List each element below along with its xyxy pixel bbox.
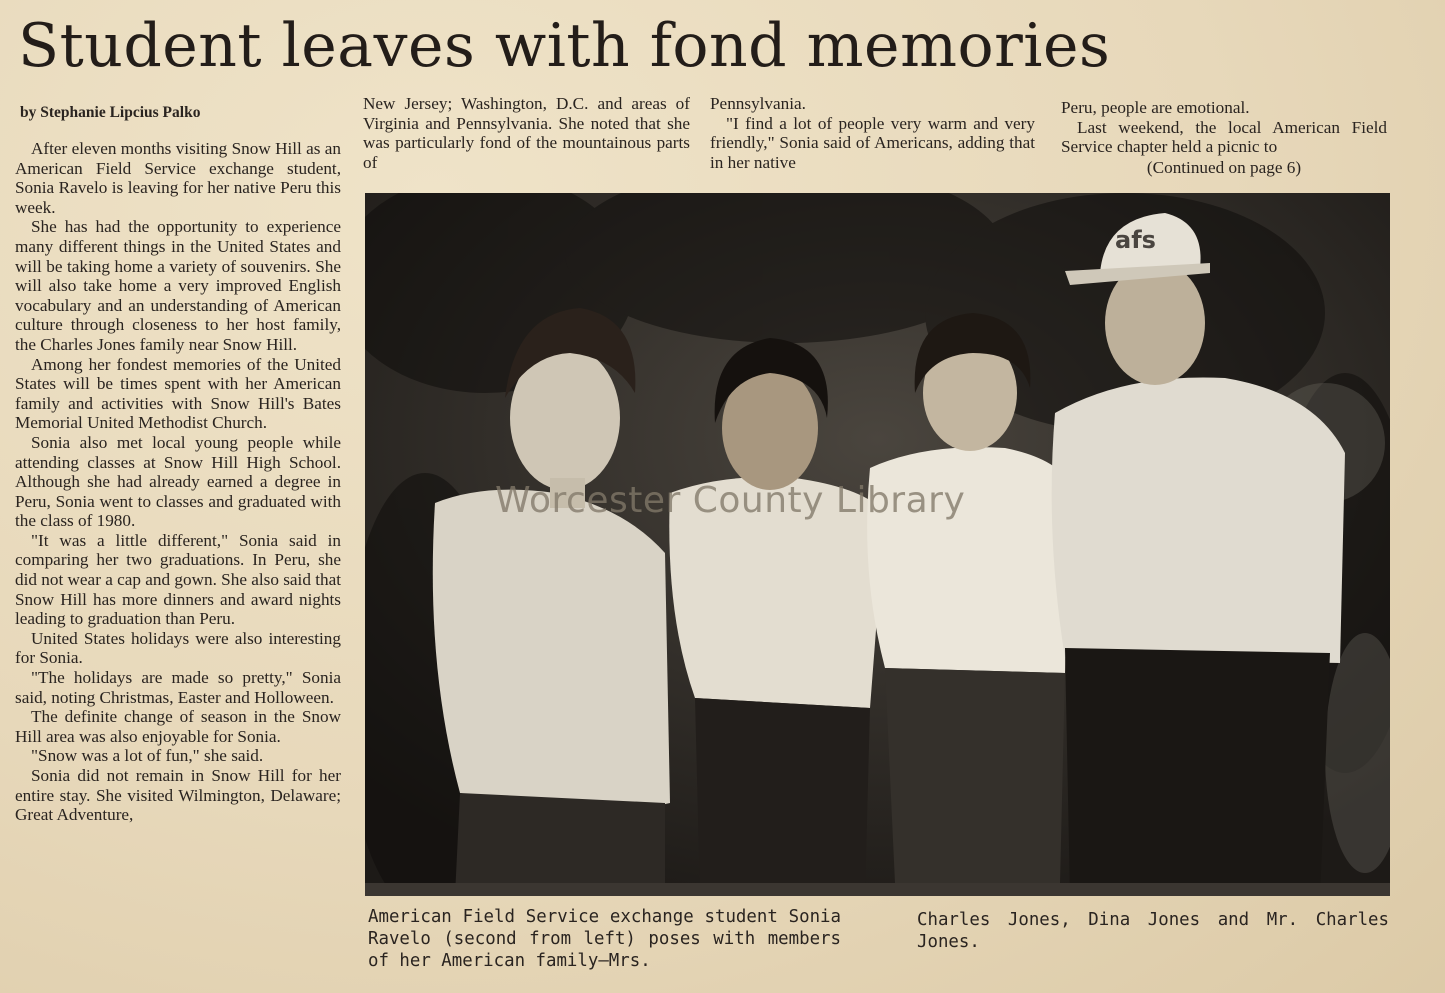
paragraph: "I find a lot of people very warm and very friendly," Sonia said of Americans, adding that in her native [710, 113, 1035, 172]
paragraph: "The holidays are made so pretty," Sonia said, noting Christmas, Easter and Holloween. [15, 668, 341, 707]
paragraph: Sonia did not remain in Snow Hill for her entire stay. She visited Wilmington, Delaware; Great Adventure, [15, 766, 341, 825]
paragraph: "It was a little different," Sonia said in comparing her two graduations. In Peru, she did not wear a cap and gown. She also said that Snow Hill has more dinners and award nights leading to graduation than Peru. [15, 530, 342, 629]
article-column-4 [1061, 98, 1387, 177]
article-column-1 [15, 139, 341, 825]
paragraph: United States holidays were also interesting for Sonia. [15, 628, 341, 668]
paragraph: Pennsylvania. [710, 94, 806, 113]
article-column-3 [710, 94, 1035, 172]
photo-caption-left: American Field Service exchange student Sonia Ravelo (second from left) poses with members of her American family—Mrs. [368, 907, 841, 971]
paragraph: Last weekend, the local American Field Service chapter held a picnic to [1061, 117, 1387, 157]
paragraph: The definite change of season in the Snow Hill area was also enjoyable for Sonia. [15, 707, 341, 746]
cap-logo: afs [1115, 226, 1156, 254]
headline: Student leaves with fond memories [18, 11, 1111, 81]
paragraph: Among her fondest memories of the United States will be times spent with her American family and activities with Snow Hill's Bates Memorial United Methodist Church. [15, 354, 341, 433]
photo-illustration [365, 193, 1390, 896]
paragraph: Sonia also met local young people while attending classes at Snow Hill High School. Although she had already earned a degree in Peru, Sonia went to classes and graduated with the class of 1980. [15, 432, 341, 531]
paragraph: She has had the opportunity to experience many different things in the United States and will be taking home a variety of souvenirs. She will also take home a very improved English vocabulary and an understanding of American culture through closeness to her host family, the Charles Jones family near Snow Hill. [15, 217, 341, 354]
group-photo [365, 193, 1390, 896]
paragraph: "Snow was a lot of fun," she said. [31, 746, 264, 766]
byline: by Stephanie Lipcius Palko [20, 104, 201, 121]
photo-caption-right: Charles Jones, Dina Jones and Mr. Charles Jones. [917, 910, 1389, 952]
paragraph: New Jersey; Washington, D.C. and areas of Virginia and Pennsylvania. She noted that she was particularly fond of the mountainous parts of [363, 94, 690, 172]
paragraph: Peru, people are emotional. [1061, 98, 1250, 117]
article-column-2 [363, 94, 690, 172]
paragraph: After eleven months visiting Snow Hill as an American Field Service exchange student, Sonia Ravelo is leaving for her native Peru this week. [15, 139, 341, 217]
continued-note: (Continued on page 6) [1146, 157, 1302, 177]
library-watermark: Worcester County Library [495, 480, 966, 521]
